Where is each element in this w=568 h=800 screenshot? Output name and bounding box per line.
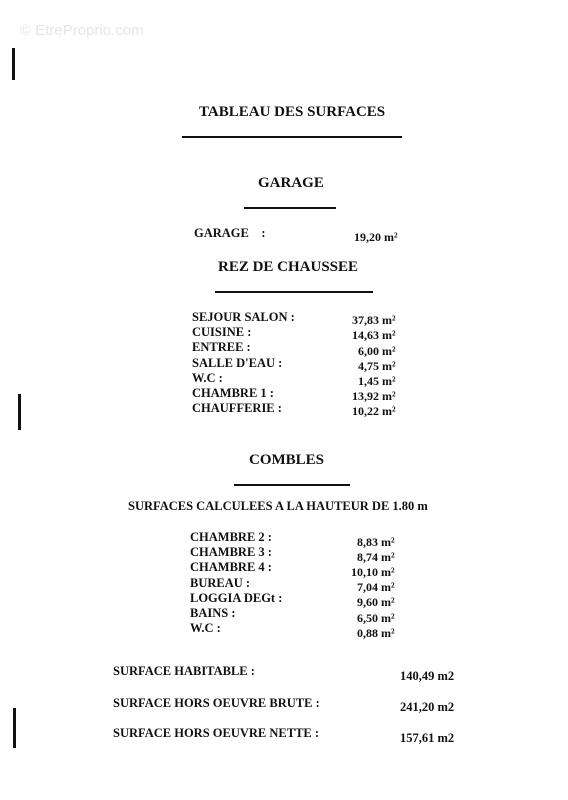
total-label: SURFACE HORS OEUVRE BRUTE : xyxy=(113,696,320,710)
combles-row-label: LOGGIA DEGt : xyxy=(190,591,283,605)
total-label: SURFACE HABITABLE : xyxy=(113,664,255,678)
rdc-row-label: W.C : xyxy=(192,371,223,385)
garage-underline xyxy=(244,207,336,209)
section-heading-combles: COMBLES xyxy=(249,452,325,468)
rdc-row-value: 6,00 m² xyxy=(358,344,396,358)
combles-row-label: W.C : xyxy=(190,621,221,635)
garage-value: 19,20 m² xyxy=(354,230,398,244)
combles-row-label: CHAMBRE 4 : xyxy=(190,560,272,574)
combles-row-label: CHAMBRE 2 : xyxy=(190,530,272,544)
rdc-row-value: 1,45 m² xyxy=(358,374,396,388)
rdc-row-value: 14,63 m² xyxy=(352,328,396,342)
scan-mark-top xyxy=(12,48,15,80)
total-value: 157,61 m2 xyxy=(400,731,455,745)
total-value: 140,49 m2 xyxy=(400,669,455,683)
garage-label: GARAGE : xyxy=(194,226,266,240)
total-value: 241,20 m2 xyxy=(400,700,455,714)
rdc-underline xyxy=(215,291,373,293)
rdc-row-value: 4,75 m² xyxy=(358,359,396,373)
rdc-row-value: 10,22 m² xyxy=(352,404,396,418)
page-title: TABLEAU DES SURFACES xyxy=(199,104,386,120)
total-label: SURFACE HORS OEUVRE NETTE : xyxy=(113,726,320,740)
combles-row-label: BAINS : xyxy=(190,606,236,620)
combles-row-value: 8,74 m² xyxy=(357,550,395,564)
section-heading-rdc: REZ DE CHAUSSEE xyxy=(218,259,359,275)
title-underline xyxy=(182,136,402,138)
section-heading-garage: GARAGE xyxy=(258,175,324,191)
rdc-row-value: 13,92 m² xyxy=(352,389,396,403)
rdc-row-label: SALLE D'EAU : xyxy=(192,356,283,370)
rdc-row-label: CHAUFFERIE : xyxy=(192,401,282,415)
combles-row-value: 8,83 m² xyxy=(357,535,395,549)
rdc-row-label: ENTREE : xyxy=(192,340,251,354)
scan-mark-bottom xyxy=(13,708,16,748)
rdc-row-label: CUISINE : xyxy=(192,325,252,339)
combles-row-value: 9,60 m² xyxy=(357,595,395,609)
watermark: © EtreProprio.com xyxy=(20,22,144,39)
rdc-row-label: CHAMBRE 1 : xyxy=(192,386,274,400)
combles-row-label: CHAMBRE 3 : xyxy=(190,545,272,559)
combles-underline xyxy=(234,484,350,486)
rdc-row-value: 37,83 m² xyxy=(352,313,396,327)
combles-row-value: 7,04 m² xyxy=(357,580,395,594)
rdc-row-label: SEJOUR SALON : xyxy=(192,310,295,324)
combles-subheading: SURFACES CALCULEES A LA HAUTEUR DE 1.80 m xyxy=(128,499,428,513)
combles-row-value: 10,10 m² xyxy=(351,565,395,579)
scan-mark-middle xyxy=(18,394,21,430)
combles-row-label: BUREAU : xyxy=(190,576,251,590)
combles-row-value: 0,88 m² xyxy=(357,626,395,640)
combles-row-value: 6,50 m² xyxy=(357,611,395,625)
